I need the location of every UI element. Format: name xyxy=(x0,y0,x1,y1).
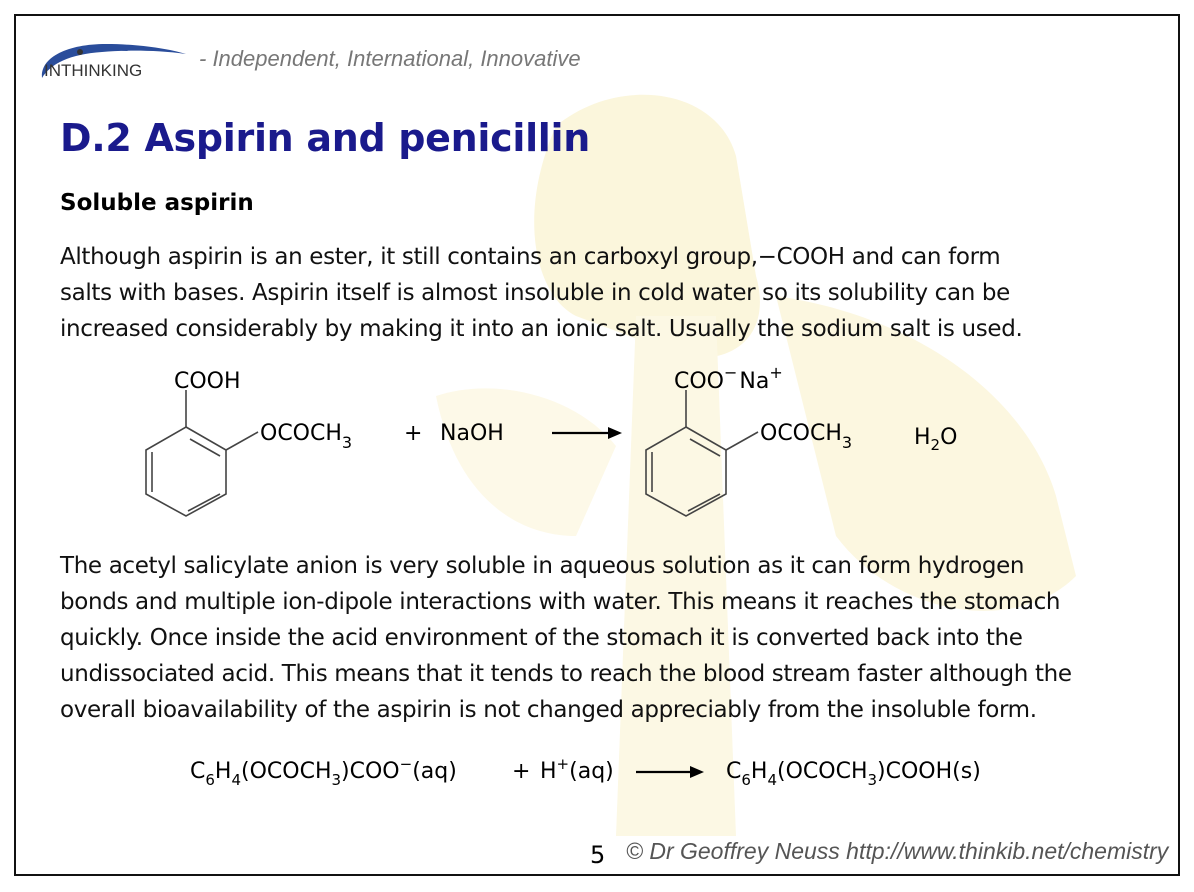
tagline: - Independent, International, Innovative xyxy=(199,46,581,71)
reactant-top-group: COOH xyxy=(174,369,241,394)
equation-arrow xyxy=(636,766,704,778)
copyright-link[interactable]: © Dr Geoffrey Neuss http://www.thinkib.net/chemistry xyxy=(626,838,1169,864)
reaction-arrow xyxy=(552,427,622,439)
page-number: 5 xyxy=(590,841,606,869)
protonation-equation xyxy=(186,748,1006,796)
paragraph-line: salts with bases. Aspirin itself is almost insoluble in cold water so its solubility can be xyxy=(60,280,1010,306)
inthinking-logo xyxy=(36,38,196,82)
acetylsalicylate-structure xyxy=(646,390,758,516)
paragraph-explanation xyxy=(60,548,1170,728)
paragraph-line: quickly. Once inside the acid environment of the stomach it is converted back into the xyxy=(60,625,1023,651)
paragraph-line: Although aspirin is an ester, it still contains an carboxyl group,−COOH and can form xyxy=(60,244,1001,270)
equation-left-side: $C_6H_4(OCOCH_3)COO^-(aq)$ xyxy=(190,755,457,789)
page-title: D.2 Aspirin and penicillin xyxy=(60,116,591,160)
equation-proton: H+(aq) xyxy=(540,755,614,784)
section-heading: Soluble aspirin xyxy=(60,190,254,216)
product-top-group: COO−Na+ xyxy=(674,363,783,394)
equation-right-side: $C_6H_4(OCOCH_3)COOH(s)$ xyxy=(726,759,981,789)
paragraph-intro xyxy=(60,239,1170,347)
paragraph-line: The acetyl salicylate anion is very soluble in aqueous solution as it can form hydrogen xyxy=(60,553,1025,579)
reactant-side-group: $OCOCH_3$ xyxy=(260,421,353,452)
aspirin-naoh-reaction xyxy=(116,352,976,522)
slide xyxy=(14,14,1180,876)
product-side-group: $OCOCH_3$ xyxy=(760,421,853,452)
plus-sign: + xyxy=(404,421,423,446)
svg-text:INTHINKING: INTHINKING xyxy=(44,61,143,80)
paragraph-line: overall bioavailability of the aspirin is not changed appreciably from the insoluble form. xyxy=(60,697,1037,723)
reagent-naoh: NaOH xyxy=(440,421,504,446)
paragraph-line: undissociated acid. This means that it tends to reach the blood stream faster although the xyxy=(60,661,1072,687)
aspirin-structure xyxy=(146,390,258,516)
equation-plus: + xyxy=(512,759,531,784)
paragraph-line: increased considerably by making it into an ionic salt. Usually the sodium salt is used. xyxy=(60,316,1023,342)
paragraph-line: bonds and multiple ion-dipole interactions with water. This means it reaches the stomach xyxy=(60,589,1061,615)
water-formula: $H_2O$ xyxy=(914,425,958,454)
